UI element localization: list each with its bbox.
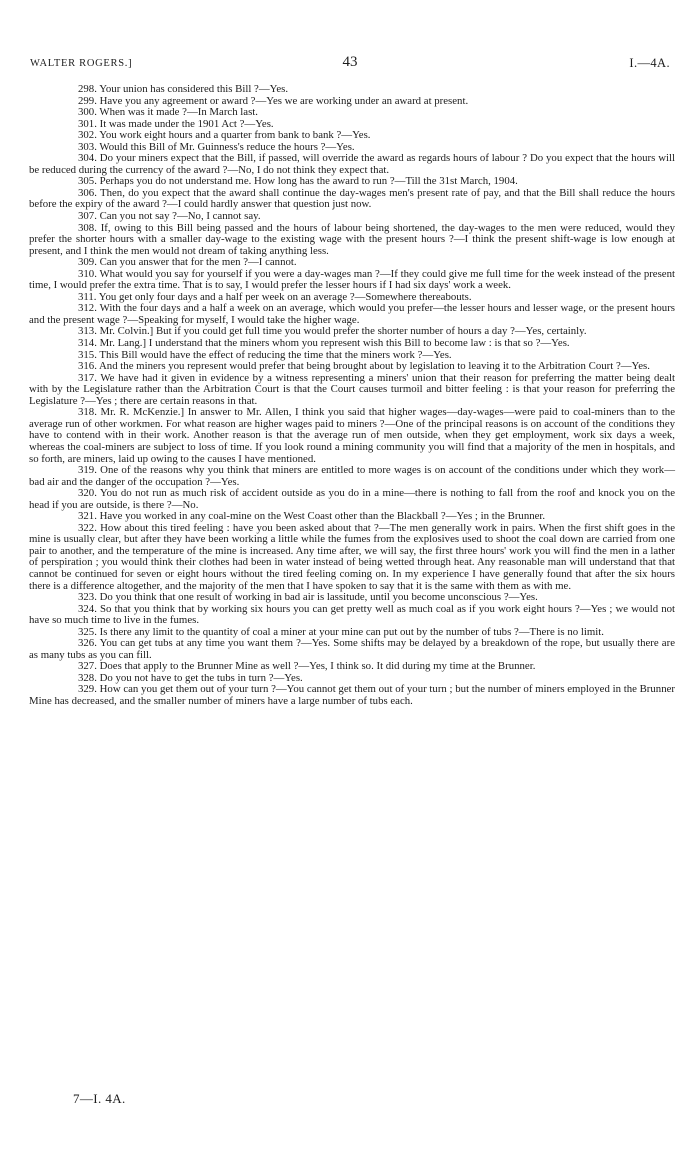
qa-paragraph: 309. Can you answer that for the men ?—I cannot. [78,256,297,269]
qa-paragraph: 327. Does that apply to the Brunner Mine as well ?—Yes, I think so. It did during my time at the Brunner. [78,660,536,673]
document-code: I.—4A. [629,56,670,70]
evidence-text [29,84,675,708]
qa-paragraph: 313. Mr. Colvin.] But if you could get full time you would prefer the shorter number of hours a day ?—Yes, certainly. [78,325,587,338]
qa-paragraph: 319. One of the reasons why you think that miners are entitled to more wages is on account of the conditions under which they work—bad air and the danger of the occupation ?—Yes. [29,464,675,488]
qa-paragraph: 329. How can you get them out of your turn ?—You cannot get them out of your turn ; but the number of miners employed in the Brunner Mine has decreased, and the smaller number of miners have a large number of tubs each. [29,683,675,707]
qa-paragraph: 301. It was made under the 1901 Act ?—Yes. [78,117,274,130]
qa-paragraph: 315. This Bill would have the effect of reducing the time that the miners work ?—Yes. [78,348,452,361]
qa-paragraph: 320. You do not run as much risk of accident outside as you do in a mine—there is nothing to fall from the roof and knock you on the head if you are outside, is there ?—No. [29,487,675,511]
qa-paragraph: 310. What would you say for yourself if you were a day-wages man ?—If they could give me full time for the week instead of the present time, I would prefer the extra time. That is to say, I would prefer the lesser hours if I had six days' work a week. [29,267,675,292]
qa-paragraph: 304. Do your miners expect that the Bill, if passed, will override the award as regards hours of labour ? Do you expect that the hours will be reduced during the currency of the award ?—No, I do not think they expect that. [29,152,675,176]
witness-name: WALTER ROGERS.] [30,58,133,69]
qa-paragraph: 323. Do you think that one result of working in bad air is lassitude, until you become unconscious ?—Yes. [78,591,538,604]
qa-paragraph: 328. Do you not have to get the tubs in turn ?—Yes. [78,671,303,684]
qa-paragraph: 298. Your union has considered this Bill ?—Yes. [78,83,289,95]
qa-paragraph: 312. With the four days and a half a week on an average, which would you prefer—the lesser hours and lesser wage, or the present hours and the present wage ?—Speaking for myself, I would take the higher wage. [29,302,675,326]
qa-paragraph: 307. Can you not say ?—No, I cannot say. [78,210,261,223]
qa-paragraph: 302. You work eight hours and a quarter from bank to bank ?—Yes. [78,129,371,142]
qa-paragraph: 324. So that you think that by working six hours you can get pretty well as much coal as if you work eight hours ?—Yes ; we would not have so much time to live in the fumes. [29,602,675,627]
qa-paragraph: 308. If, owing to this Bill being passed and the hours of labour being shortened, the day-wages to the men were reduced, would they prefer the shorter hours with a smaller day-wage to the existing wage with the present hours ?—I think the present shift-wage is low enough at present, and I think the men would not dream of taking anything less. [29,221,675,257]
qa-paragraph: 300. When was it made ?—In March last. [78,106,258,119]
qa-paragraph: 316. And the miners you represent would prefer that being brought about by legislation to leaving it to the Arbitration Court ?—Yes. [78,360,650,373]
qa-paragraph: 326. You can get tubs at any time you want them ?—Yes. Some shifts may be delayed by a breakdown of the rope, but usually there are as many tubs as you can fill. [29,637,675,661]
qa-paragraph: 314. Mr. Lang.] I understand that the miners whom you represent wish this Bill to become law : is that so ?—Yes. [78,337,570,350]
footer-signature: 7—I. 4A. [73,1091,126,1106]
page-header [30,56,670,76]
qa-paragraph: 318. Mr. R. McKenzie.] In answer to Mr. Allen, I think you said that higher wages—day-wages—were paid to coal-miners than to the average run of other workmen. For what reason are higher wages paid to miners ?—One of the principal reasons is on account of the conditions they have to contend with in their work. Another reason is that the average run of men outside, when they get employment, work six days a week, whereas the coal-miners are subject to loss of time. If you look round a mining community you will find that a majority of the men in hospitals, and so forth, are miners, laid up owing to the causes I have mentioned. [29,406,675,465]
qa-paragraph: 305. Perhaps you do not understand me. How long has the award to run ?—Till the 31st March, 1904. [78,175,518,188]
page-number: 43 [342,54,358,70]
qa-paragraph: 317. We have had it given in evidence by a witness representing a miners' union that their reason for preferring the matter being dealt with by the Legislature rather than the Arbitration Court is that the Court causes turmoil and bitter feeling : is that your reason for preferring the Legislature ?—Yes ; there are certain reasons in that. [29,371,675,407]
qa-paragraph: 306. Then, do you expect that the award shall continue the day-wages men's present rate of pay, and that the Bill shall reduce the hours before the expiry of the award ?—I could hardly answer that question just now. [29,186,675,211]
qa-paragraph: 311. You get only four days and a half per week on an average ?—Somewhere thereabouts. [78,290,472,303]
qa-paragraph: 299. Have you any agreement or award ?—Yes we are working under an award at present. [78,94,469,107]
qa-paragraph: 321. Have you worked in any coal-mine on the West Coast other than the Blackball ?—Yes ; in the Brunner. [78,510,546,523]
qa-paragraph: 325. Is there any limit to the quantity of coal a miner at your mine can put out by the number of tubs ?—There is no limit. [78,625,604,638]
qa-paragraph: 303. Would this Bill of Mr. Guinness's reduce the hours ?—Yes. [78,140,355,153]
qa-paragraph: 322. How about this tired feeling : have you been asked about that ?—The men generally work in pairs. When the first shift goes in the mine is usually clear, but after they have been working a little while the fumes from the explosives used to shoot the coal down are carried from one pair to another, and the temperature of the mine is increased. Any time after, we will say, the first three hours' work you will find the men in a lather of perspiration ; you would think their clothes had been in water instead of being wetted through heat. Any reasonable man will understand that that cannot be continued for seven or eight hours without the tired feeling coming on. In my experience I have generally found that after the six hours there is a difference altogether, and the majority of the men that I have spoken to say that it is the same with them as with me. [29,521,675,592]
